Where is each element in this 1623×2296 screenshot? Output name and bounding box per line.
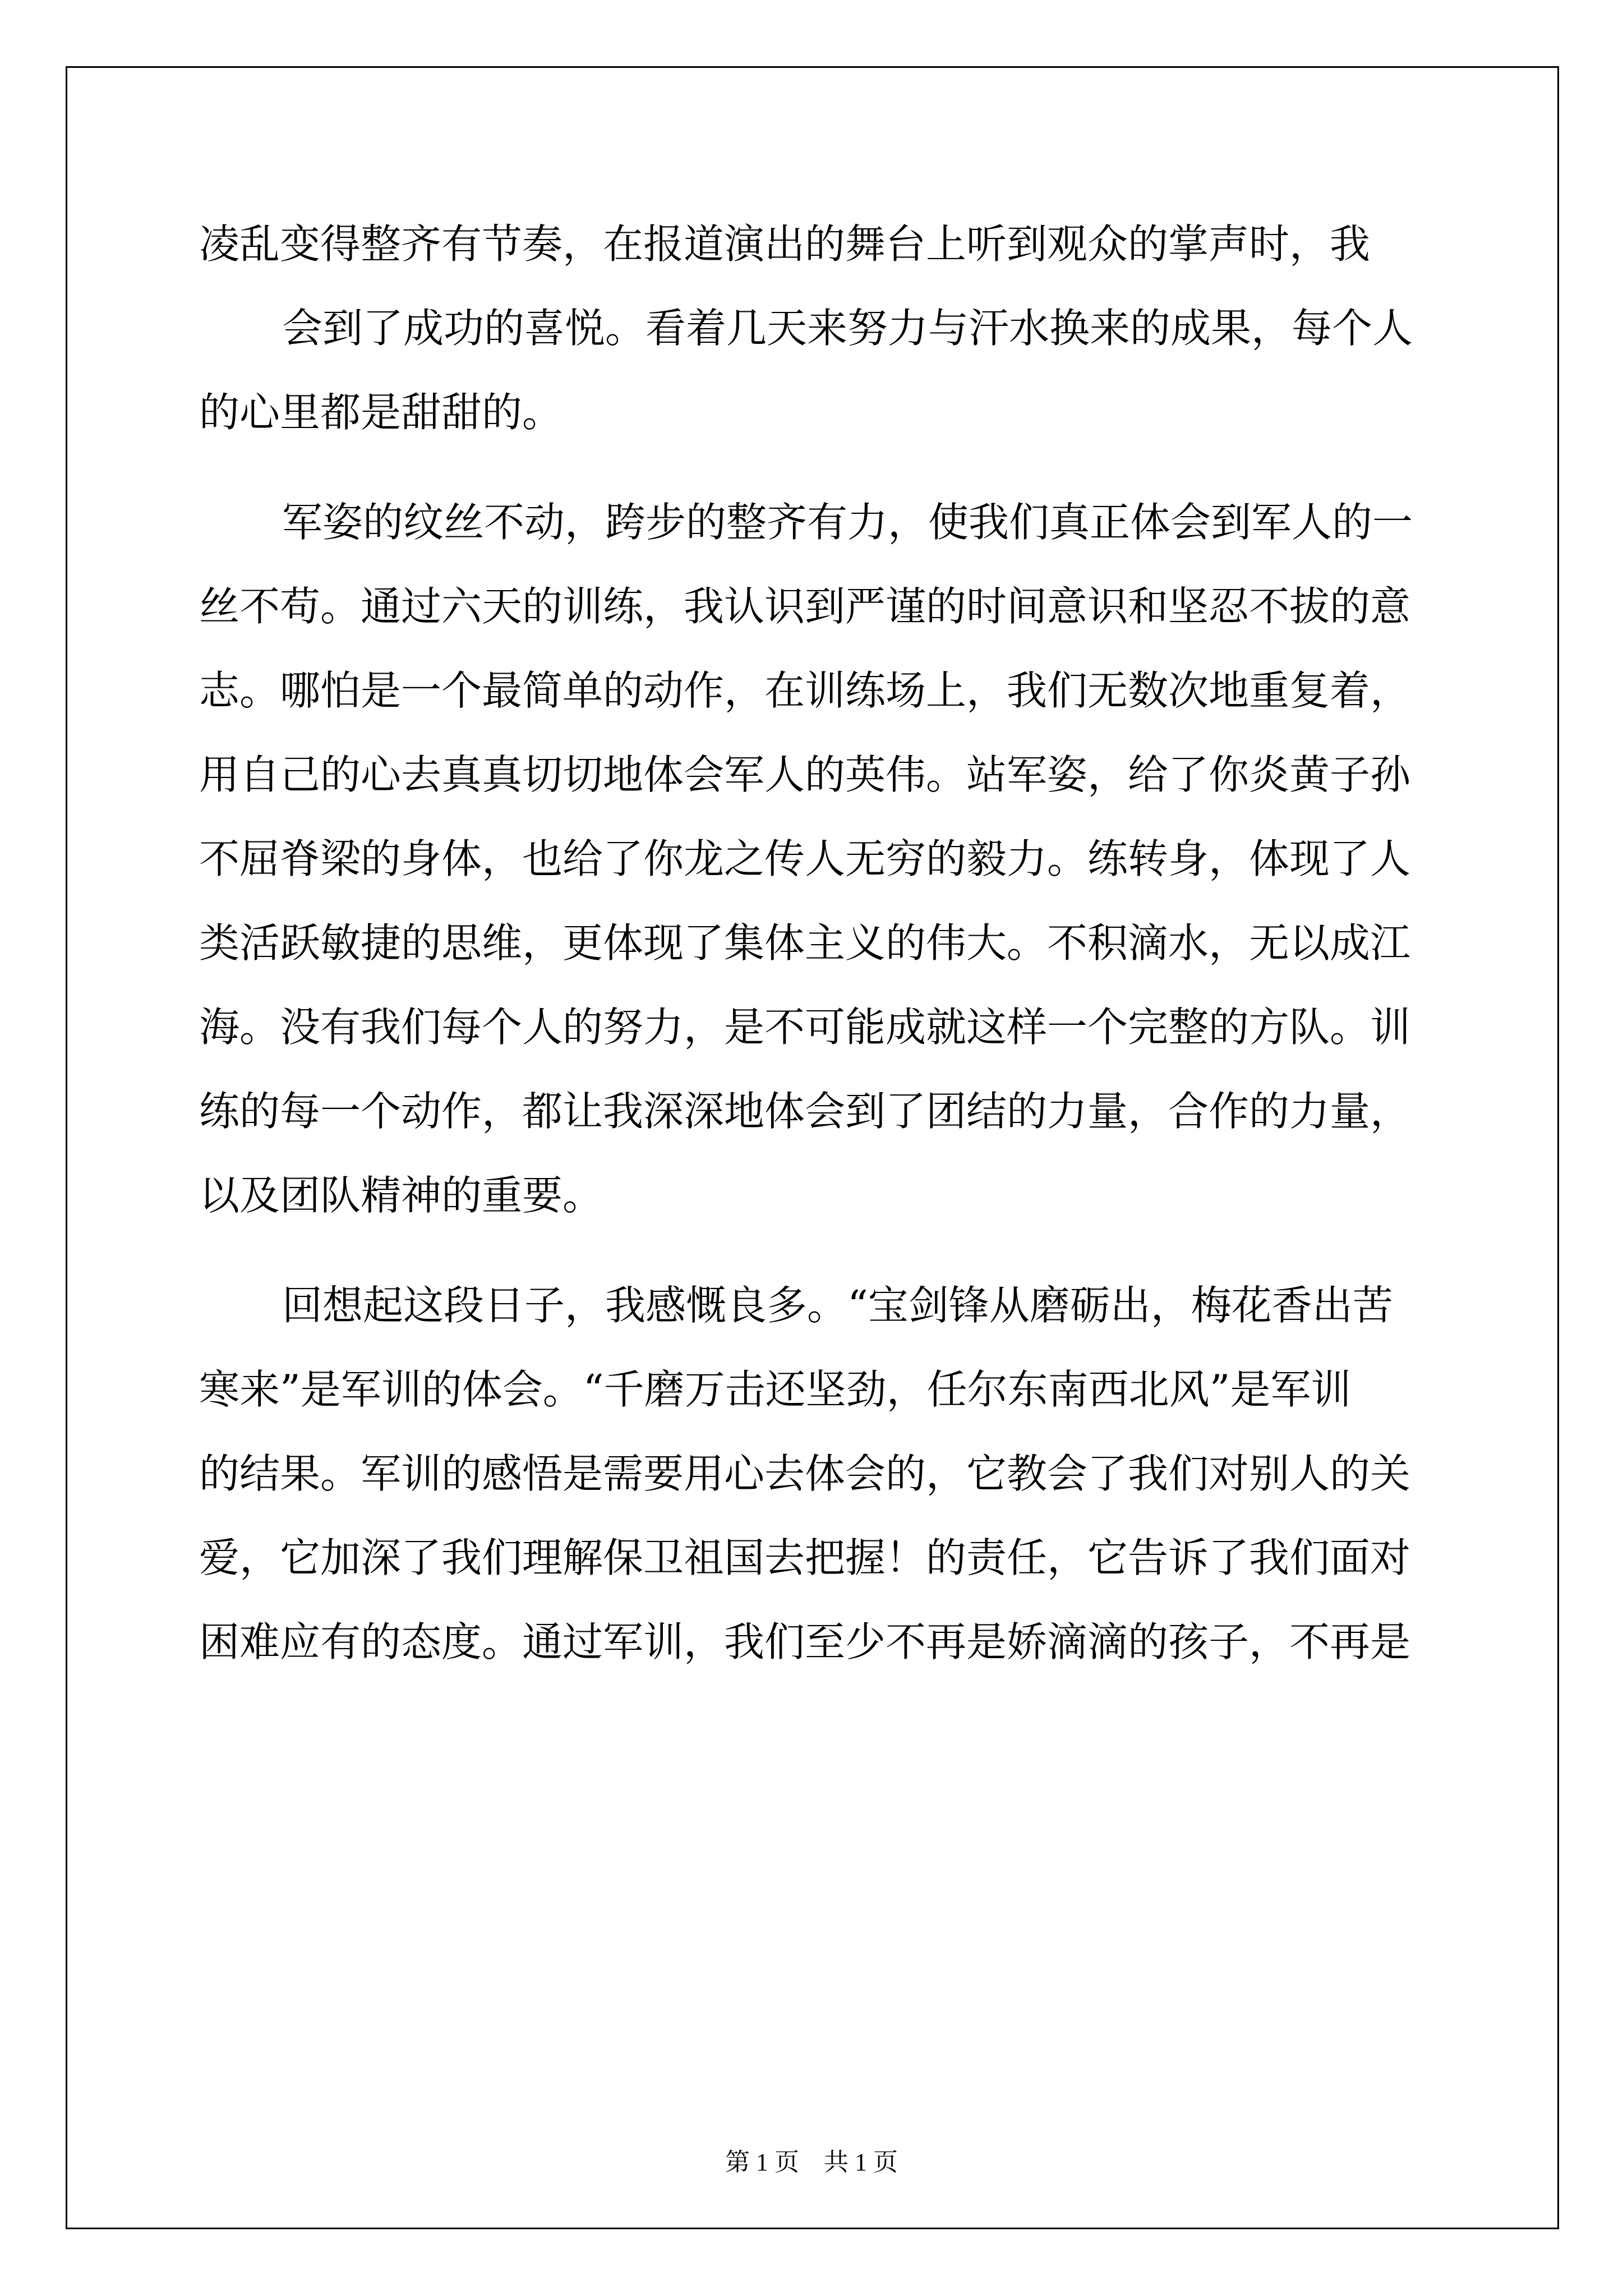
text-line: 的心里都是甜甜的。 <box>199 389 563 436</box>
text-line: 志。哪怕是一个最简单的动作，在训练场上，我们无数次地重复着， <box>199 667 1411 714</box>
text-line: 海。没有我们每个人的努力，是不可能成就这样一个完整的方队。训 <box>199 1004 1411 1051</box>
text-line: 爱，它加深了我们理解保卫祖国去把握！的责任，它告诉了我们面对 <box>199 1534 1411 1581</box>
text-line: 会到了成功的喜悦。看着几天来努力与汗水换来的成果，每个人 <box>282 305 1413 352</box>
text-line: 丝不苟。通过六天的训练，我认识到严谨的时间意识和坚忍不拔的意 <box>199 583 1411 630</box>
text-line: 以及团队精神的重要。 <box>199 1172 603 1219</box>
text-line: 军姿的纹丝不动，跨步的整齐有力，使我们真正体会到军人的一 <box>282 499 1413 546</box>
text-line: 用自己的心去真真切切地体会军人的英伟。站军姿，给了你炎黄子孙 <box>199 751 1411 798</box>
text-line: 凌乱变得整齐有节奏，在报道演出的舞台上听到观众的掌声时，我 <box>199 220 1371 268</box>
text-line: 的结果。军训的感悟是需要用心去体会的，它教会了我们对别人的关 <box>199 1450 1411 1497</box>
text-line: 困难应有的态度。通过军训，我们至少不再是娇滴滴的孩子，不再是 <box>199 1618 1411 1665</box>
text-line: 寒来”是军训的体会。“千磨万击还坚劲，任尔东南西北风”是军训 <box>199 1366 1352 1413</box>
text-line: 类活跃敏捷的思维，更体现了集体主义的伟大。不积滴水，无以成江 <box>199 919 1411 967</box>
text-line: 不屈脊梁的身体，也给了你龙之传人无穷的毅力。练转身，体现了人 <box>199 835 1411 882</box>
page-number: 第 1 页 共 1 页 <box>725 2148 898 2176</box>
text-line: 回想起这段日子，我感慨良多。“宝剑锋从磨砺出，梅花香出苦 <box>282 1282 1393 1329</box>
text-line: 练的每一个动作，都让我深深地体会到了团结的力量，合作的力量， <box>199 1088 1411 1135</box>
